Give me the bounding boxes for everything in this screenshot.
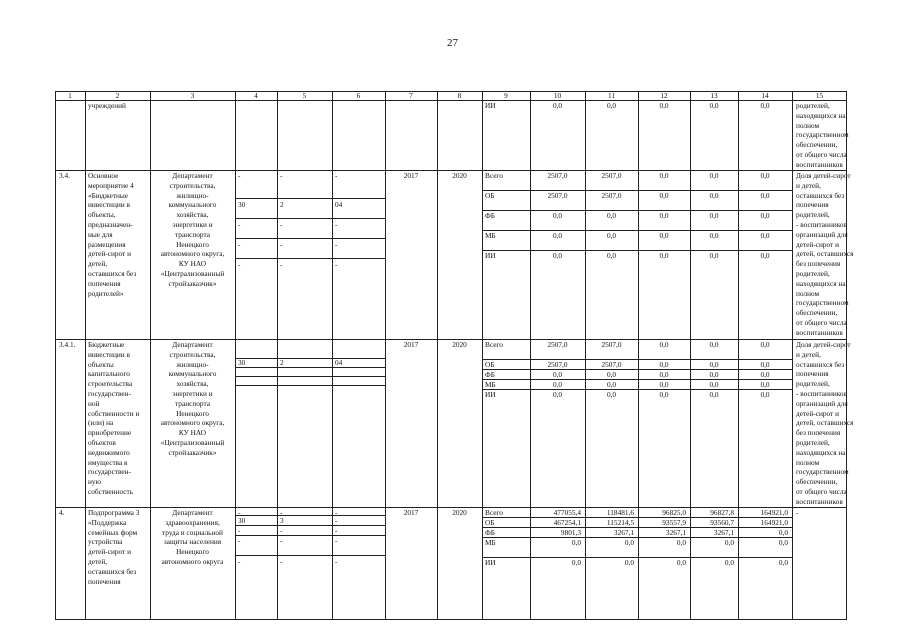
value-cell: 0,0 <box>606 211 617 220</box>
indicator-text: - <box>796 508 799 517</box>
code-cell: - <box>335 240 338 249</box>
value-cell: 0,0 <box>659 390 669 399</box>
value-cell: 0,0 <box>606 370 617 379</box>
source-label: ИИ <box>485 101 496 110</box>
code-cell: 2 <box>280 358 284 367</box>
header-cell: 1 <box>68 91 72 100</box>
code-cell: - <box>335 171 338 180</box>
value-cell: 0,0 <box>606 380 617 389</box>
code-separator <box>235 555 385 556</box>
code-cell: - <box>238 508 241 517</box>
source-label: ИИ <box>485 390 496 399</box>
source-label: МБ <box>485 380 496 389</box>
value-cell: 93557,9 <box>662 518 686 527</box>
header-cell: 6 <box>356 91 361 100</box>
value-cell: 0,0 <box>552 211 563 220</box>
value-cell: 96825,0 <box>662 508 686 517</box>
value-cell: 0,0 <box>571 538 581 547</box>
value-cell: 0,0 <box>659 171 669 180</box>
header-cell: 8 <box>457 91 462 100</box>
value-cell: 0,0 <box>606 390 617 399</box>
page-number: 27 <box>447 37 458 49</box>
code-separator <box>235 238 385 239</box>
indicator-text: Доля детей-сирот и детей, оставшихся без попечения родителей, - воспитанников организаций для детей-сирот и детей, оставшихся без попечения родителей, находящихся на полном государственном обеспечении, от общего числа воспитанников <box>796 340 854 506</box>
value-cell: 0,0 <box>709 231 719 240</box>
code-separator <box>235 358 385 359</box>
source-label: ОБ <box>485 360 495 369</box>
source-label: ИИ <box>485 558 496 567</box>
start-year: 2017 <box>403 508 419 517</box>
value-cell: 3267,1 <box>713 528 734 537</box>
source-label: ФБ <box>485 370 495 379</box>
value-cell: 0,0 <box>709 251 719 260</box>
indicator-text: родителей, находящихся на полном государственном обеспечении, от общего числа воспитанников <box>796 101 849 169</box>
value-cell: 0,0 <box>760 370 770 379</box>
value-cell: 0,0 <box>760 211 770 220</box>
value-cell: 0,0 <box>624 558 634 567</box>
value-cell: 0,0 <box>552 231 563 240</box>
row-number: 3.4. <box>59 171 70 180</box>
end-year: 2020 <box>452 171 467 180</box>
executor-text: Департамент строительства, жилищно- коммунального хозяйства, энергетики и транспорта Ненецкого автономного округа, КУ НАО «Централизованный стройзаказчик» <box>160 340 225 457</box>
value-cell: 0,0 <box>606 231 617 240</box>
value-cell: 0,0 <box>709 171 719 180</box>
start-year: 2017 <box>403 171 419 180</box>
value-cell: 0,0 <box>760 360 770 369</box>
value-cell: 2507,0 <box>547 340 568 349</box>
code-cell: 04 <box>335 200 343 209</box>
value-cell: 0,0 <box>676 538 686 547</box>
end-year: 2020 <box>452 340 467 349</box>
value-cell: 0,0 <box>571 558 581 567</box>
header-cell: 4 <box>254 91 258 100</box>
code-cell: - <box>238 260 241 269</box>
row-name: Основное мероприятие 4 «Бюджетные инвестиции в объекты, предназначен- ные для размещения детей-сирот и детей, оставшихся без попечения родителей» <box>88 171 137 298</box>
column-border <box>235 91 236 619</box>
value-cell: 0,0 <box>659 251 669 260</box>
value-cell: 2507,0 <box>601 191 622 200</box>
column-border <box>85 91 86 619</box>
code-separator <box>235 515 385 516</box>
source-label: Всего <box>485 171 503 180</box>
header-cell: 9 <box>504 91 508 100</box>
code-cell: - <box>238 171 241 180</box>
value-cell: 0,0 <box>552 251 563 260</box>
source-label: ФБ <box>485 528 495 537</box>
code-cell: - <box>335 508 338 517</box>
code-cell: - <box>280 260 283 269</box>
value-cell: 0,0 <box>778 558 788 567</box>
row-number: 3.4.1. <box>59 340 76 349</box>
value-cell: 0,0 <box>778 538 788 547</box>
source-label: ОБ <box>485 191 495 200</box>
value-cell: 0,0 <box>659 370 669 379</box>
code-cell: 30 <box>238 516 246 525</box>
value-cell: 0,0 <box>659 360 669 369</box>
row-name: учреждений <box>88 101 126 110</box>
header-cell: 10 <box>553 91 562 100</box>
value-cell: 0,0 <box>760 101 770 110</box>
code-separator <box>235 218 385 219</box>
value-cell: 0,0 <box>709 340 719 349</box>
source-label: ИИ <box>485 251 496 260</box>
code-separator <box>235 525 385 526</box>
header-cell: 3 <box>190 91 195 100</box>
code-cell: - <box>335 557 338 566</box>
value-cell: 477055,4 <box>553 508 581 517</box>
code-cell: - <box>335 526 338 535</box>
value-cell: 0,0 <box>709 211 719 220</box>
value-cell: 0,0 <box>760 251 770 260</box>
value-cell: 2507,0 <box>547 191 568 200</box>
header-cell: 5 <box>302 91 307 100</box>
code-cell: 04 <box>335 358 343 367</box>
end-year: 2020 <box>452 508 467 517</box>
code-cell: - <box>238 536 241 545</box>
value-cell: 0,0 <box>709 370 719 379</box>
value-cell: 3267,1 <box>665 528 686 537</box>
value-cell: 96827,8 <box>710 508 734 517</box>
column-border <box>482 91 483 619</box>
header-cell: 13 <box>710 91 718 100</box>
header-cell: 14 <box>761 91 769 100</box>
executor-text: Департамент здравоохранения, труда и социальной защиты населения Ненецкого автономного округа <box>161 508 224 566</box>
value-cell: 118481,6 <box>606 508 634 517</box>
header-cell: 2 <box>115 91 120 100</box>
value-cell: 0,0 <box>552 380 563 389</box>
code-separator <box>235 367 385 368</box>
column-border <box>792 91 793 619</box>
budget-table <box>55 91 854 619</box>
code-cell: - <box>335 516 338 525</box>
value-cell: 2507,0 <box>601 360 622 369</box>
value-cell: 93560,7 <box>710 518 734 527</box>
header-cell: 15 <box>815 91 824 100</box>
source-label: МБ <box>485 231 496 240</box>
value-cell: 467254,1 <box>553 518 581 527</box>
code-cell: - <box>280 557 283 566</box>
code-cell: - <box>280 171 283 180</box>
row-name: Бюджетные инвестиции в объекты капитального строительства государствен- ной собственности и (или) на приобретение объектов недвижимого имущества в государствен- ную собственность <box>88 340 140 496</box>
code-cell: - <box>238 240 241 249</box>
value-cell: 0,0 <box>760 340 770 349</box>
value-cell: 0,0 <box>724 538 734 547</box>
row-name: Подпрограмма 3 «Поддержка семейных форм устройства детей-сирот и детей, оставшихся без попечения <box>88 508 140 586</box>
row-number: 4. <box>59 508 65 517</box>
code-cell: 30 <box>238 358 246 367</box>
source-label: МБ <box>485 538 496 547</box>
source-label: ОБ <box>485 518 495 527</box>
value-cell: 0,0 <box>724 558 734 567</box>
value-cell: 0,0 <box>659 231 669 240</box>
code-cell: - <box>280 508 283 517</box>
value-cell: 0,0 <box>552 370 563 379</box>
value-cell: 0,0 <box>760 231 770 240</box>
value-cell: 0,0 <box>552 101 563 110</box>
value-cell: 0,0 <box>552 390 563 399</box>
code-separator <box>235 376 385 377</box>
code-separator <box>235 258 385 259</box>
value-cell: 164921,0 <box>760 508 788 517</box>
value-cell: 0,0 <box>709 191 719 200</box>
value-cell: 0,0 <box>760 171 770 180</box>
value-cell: 0,0 <box>659 101 669 110</box>
source-label: Всего <box>485 340 503 349</box>
code-cell: - <box>280 526 283 535</box>
code-cell: - <box>238 526 241 535</box>
value-cell: 2507,0 <box>601 171 622 180</box>
value-cell: 0,0 <box>709 101 719 110</box>
code-separator <box>235 535 385 536</box>
value-cell: 0,0 <box>659 340 669 349</box>
code-cell: 30 <box>238 200 246 209</box>
code-separator <box>235 385 385 386</box>
column-border <box>55 91 56 619</box>
value-cell: 0,0 <box>606 101 617 110</box>
table-bottom-border <box>55 619 847 620</box>
source-label: Всего <box>485 508 503 517</box>
value-cell: 0,0 <box>778 528 788 537</box>
header-cell: 12 <box>660 91 668 100</box>
value-cell: 9801,3 <box>560 528 581 537</box>
value-cell: 164921,0 <box>760 518 788 527</box>
header-cell: 11 <box>607 91 616 100</box>
code-cell: - <box>335 536 338 545</box>
code-cell: - <box>280 240 283 249</box>
code-cell: - <box>335 220 338 229</box>
indicator-text: Доля детей-сирот и детей, оставшихся без попечения родителей, - воспитанников организаций для детей-сирот и детей, оставшихся без попечения родителей, находящихся на полном государственном обеспечении, от общего числа воспитанников <box>796 171 854 337</box>
value-cell: 2507,0 <box>547 171 568 180</box>
value-cell: 0,0 <box>624 538 634 547</box>
value-cell: 0,0 <box>659 211 669 220</box>
value-cell: 0,0 <box>606 251 617 260</box>
code-cell: - <box>280 536 283 545</box>
column-border <box>332 91 333 619</box>
header-cell: 7 <box>409 91 413 100</box>
code-cell: 2 <box>280 200 284 209</box>
executor-text: Департамент строительства, жилищно- коммунального хозяйства, энергетики и транспорта Ненецкого автономного округа, КУ НАО «Централизованный стройзаказчик» <box>160 171 225 288</box>
code-cell: - <box>335 260 338 269</box>
source-label: ФБ <box>485 211 495 220</box>
column-border <box>277 91 278 619</box>
value-cell: 2507,0 <box>601 340 622 349</box>
value-cell: 0,0 <box>659 191 669 200</box>
value-cell: 0,0 <box>760 380 770 389</box>
code-cell: - <box>238 220 241 229</box>
value-cell: 0,0 <box>709 380 719 389</box>
code-cell: - <box>280 220 283 229</box>
value-cell: 0,0 <box>760 390 770 399</box>
code-cell: 3 <box>280 516 284 525</box>
value-cell: 3267,1 <box>613 528 634 537</box>
value-cell: 0,0 <box>709 390 719 399</box>
value-cell: 115214,5 <box>606 518 634 527</box>
value-cell: 0,0 <box>676 558 686 567</box>
value-cell: 0,0 <box>659 380 669 389</box>
start-year: 2017 <box>403 340 419 349</box>
value-cell: 0,0 <box>760 191 770 200</box>
value-cell: 2507,0 <box>547 360 568 369</box>
code-cell: - <box>238 557 241 566</box>
code-separator <box>235 198 385 199</box>
value-cell: 0,0 <box>709 360 719 369</box>
